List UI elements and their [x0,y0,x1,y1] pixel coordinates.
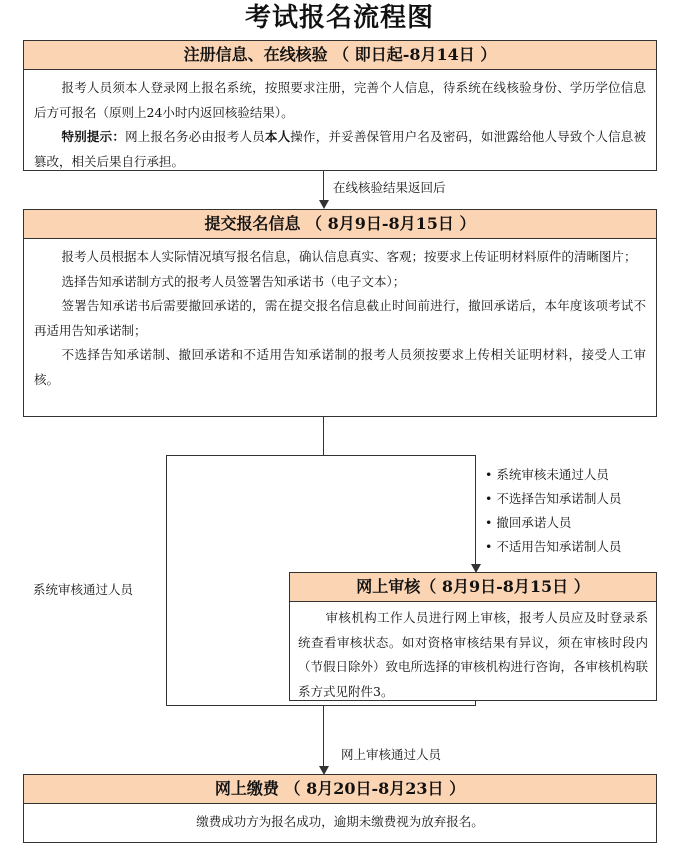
right-branch-item: • 不适用告知承诺制人员 [485,535,621,559]
page-title: 考试报名流程图 [244,3,434,33]
step-register-tip [34,125,646,174]
right-branch-list [485,463,621,559]
branch-stem-line [323,417,324,455]
tip-label: 特别提示： [61,129,126,144]
step-register-body [24,70,656,178]
right-branch-item: • 系统审核未通过人员 [485,463,621,487]
step-submit-para-1: 报考人员根据本人实际情况填写报名信息，确认信息真实、客观；按要求上传证明材料原件的清晰图片； [61,249,637,264]
step-payment-box [23,774,657,843]
step-review-body [290,602,656,708]
left-branch-label: 系统审核通过人员 [33,582,134,597]
right-branch-item: • 不选择告知承诺制人员 [485,487,621,511]
arrow-4-label: 网上审核通过人员 [341,747,442,762]
arrow-1-line [323,171,324,201]
step-submit-box [23,209,657,417]
step-submit-header: 提交报名信息 （ 8月9日-8月15日 ） [24,210,656,239]
arrow-4-line [323,705,324,767]
left-branch-line [166,455,167,705]
step-payment-text: 缴费成功方为报名成功，逾期未缴费视为放弃报名。 [196,814,484,829]
step-register-text: 报考人员须本人登录网上报名系统，按照要求注册，完善个人信息，待系统在线核验身份、学历学位信息后方可报名（原则上24小时内返回核验结果）。 [34,80,646,120]
step-submit-para-3: 签署告知承诺书后需要撤回承诺的，需在提交报名信息截止时间前进行，撤回承诺后，本年度该项考试不再适用告知承诺制； [34,298,646,338]
right-branch-item: • 撤回承诺人员 [485,511,621,535]
step-review-header: 网上审核（ 8月9日-8月15日 ） [290,573,656,602]
right-branch-line [475,455,476,565]
arrow-1-head [319,200,329,209]
step-submit-para-2: 选择告知承诺制方式的报考人员签署告知承诺书（电子文本）； [61,273,406,289]
step-review-box [289,572,657,701]
tip-text-bold: 本人 [264,129,291,144]
step-register-header: 注册信息、在线核验 （ 即日起-8月14日 ） [24,41,656,70]
step-register-box [23,40,657,171]
step-submit-body [24,239,656,396]
branch-horizontal-line [166,455,476,456]
arrow-1-label: 在线核验结果返回后 [333,180,446,195]
tip-text-1: 网上报名务必由报考人员 [125,129,265,144]
step-review-text: 审核机构工作人员进行网上审核，报考人员应及时登录系统查看审核状态。如对资格审核结果有异议，须在审核时段内（节假日除外）致电所选择的审核机构进行咨询，各审核机构联系方式见附件3。 [298,610,649,699]
step-payment-body [24,804,656,839]
step-payment-header: 网上缴费 （ 8月20日-8月23日 ） [24,775,656,804]
tip-text-2: 操作，并妥善保管用户名及密码，如泄露给他人导致个人信息被篡改，相关后果自行承担。 [34,129,646,169]
step-submit-para-4: 不选择告知承诺制、撤回承诺和不适用告知承诺制的报考人员须按要求上传相关证明材料，接受人工审核。 [34,347,646,387]
